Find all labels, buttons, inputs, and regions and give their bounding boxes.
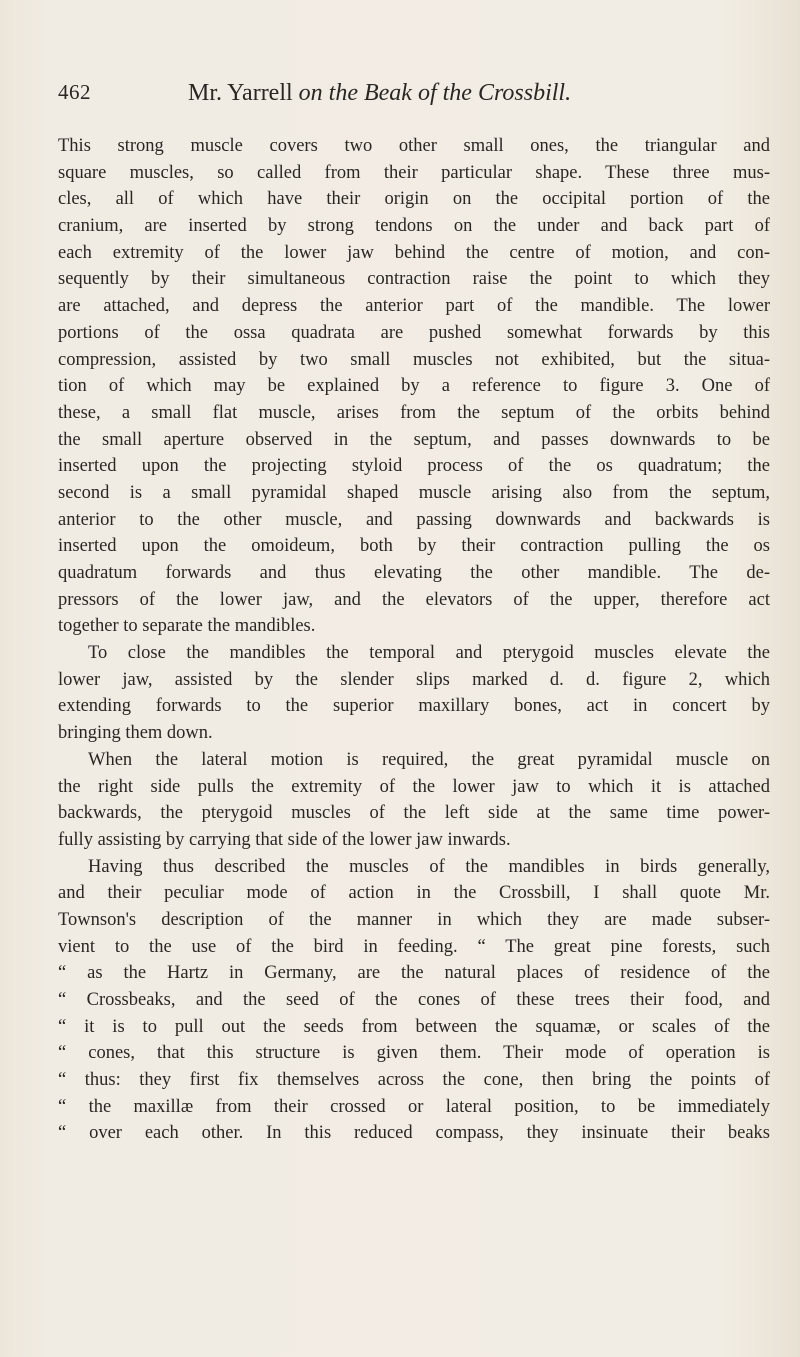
- text-line: Having thus described the muscles of the mandibles in birds generally,: [88, 856, 770, 877]
- text-line: each extremity of the lower jaw behind the centre of motion, and con-: [58, 242, 770, 263]
- text-line: are attached, and depress the anterior part of the mandible. The lower: [58, 296, 770, 317]
- text-line: inserted upon the projecting styloid process of the os quadratum; the: [58, 456, 770, 477]
- text-line: pressors of the lower jaw, and the elevators of the upper, therefore act: [58, 589, 770, 610]
- text-line: compression, assisted by two small muscles not exhibited, but the situa-: [58, 349, 770, 370]
- text-line: together to separate the mandibles.: [58, 616, 316, 637]
- running-head: [188, 80, 571, 107]
- text-line: “ as the Hartz in Germany, are the natural places of residence of the: [58, 963, 770, 984]
- text-line: bringing them down.: [58, 723, 213, 744]
- page-number: 462: [58, 80, 91, 104]
- text-line: quadratum forwards and thus elevating the other mandible. The de-: [58, 563, 770, 583]
- text-line: the small aperture observed in the septum, and passes downwards to be: [58, 429, 770, 450]
- text-line: second is a small pyramidal shaped muscle arising also from the septum,: [58, 482, 770, 503]
- body-text: [58, 133, 770, 1147]
- text-line: cranium, are inserted by strong tendons on the under and back part of: [58, 216, 770, 237]
- text-line: “ the maxillæ from their crossed or lateral position, to be immediately: [58, 1096, 770, 1117]
- text-line: When the lateral motion is required, the great pyramidal muscle on: [88, 749, 770, 770]
- text-line: extending forwards to the superior maxillary bones, act in concert by: [58, 696, 770, 717]
- text-line: fully assisting by carrying that side of the lower jaw inwards.: [58, 829, 511, 850]
- text-line: vient to the use of the bird in feeding. “ The great pine forests, such: [58, 936, 770, 957]
- text-line: Townson's description of the manner in which they are made subser-: [58, 909, 770, 930]
- page-header: [58, 80, 758, 120]
- text-line: tion of which may be explained by a reference to figure 3. One of: [58, 376, 770, 397]
- text-line: This strong muscle covers two other small ones, the triangular and: [58, 136, 770, 156]
- running-head-author: Mr. Yarrell: [188, 80, 299, 106]
- text-line: lower jaw, assisted by the slender slips marked d. d. figure 2, which: [58, 669, 770, 690]
- text-line: inserted upon the omoideum, both by their contraction pulling the os: [58, 536, 770, 557]
- text-line: portions of the ossa quadrata are pushed somewhat forwards by this: [58, 322, 770, 343]
- text-line: backwards, the pterygoid muscles of the left side at the same time power-: [58, 803, 770, 824]
- text-line: square muscles, so called from their particular shape. These three mus-: [58, 162, 770, 183]
- text-line: and their peculiar mode of action in the Crossbill, I shall quote Mr.: [58, 883, 770, 904]
- text-line: the right side pulls the extremity of the lower jaw to which it is attached: [58, 776, 770, 797]
- text-line: “ cones, that this structure is given them. Their mode of operation is: [58, 1043, 770, 1064]
- text-line: “ over each other. In this reduced compass, they insinuate their beaks: [58, 1123, 770, 1144]
- text-line: cles, all of which have their origin on the occipital portion of the: [58, 189, 770, 210]
- text-line: “ Crossbeaks, and the seed of the cones of these trees their food, and: [58, 990, 770, 1010]
- text-line: To close the mandibles the temporal and pterygoid muscles elevate the: [88, 643, 770, 664]
- text-line: anterior to the other muscle, and passing downwards and backwards is: [58, 509, 770, 530]
- text-line: these, a small flat muscle, arises from the septum of the orbits behind: [58, 402, 770, 423]
- text-line: “ thus: they first fix themselves across the cone, then bring the points of: [58, 1070, 770, 1091]
- text-line: sequently by their simultaneous contraction raise the point to which they: [58, 269, 770, 290]
- running-head-title: on the Beak of the Crossbill.: [298, 80, 572, 106]
- text-line: “ it is to pull out the seeds from between the squamæ, or scales of the: [58, 1016, 770, 1037]
